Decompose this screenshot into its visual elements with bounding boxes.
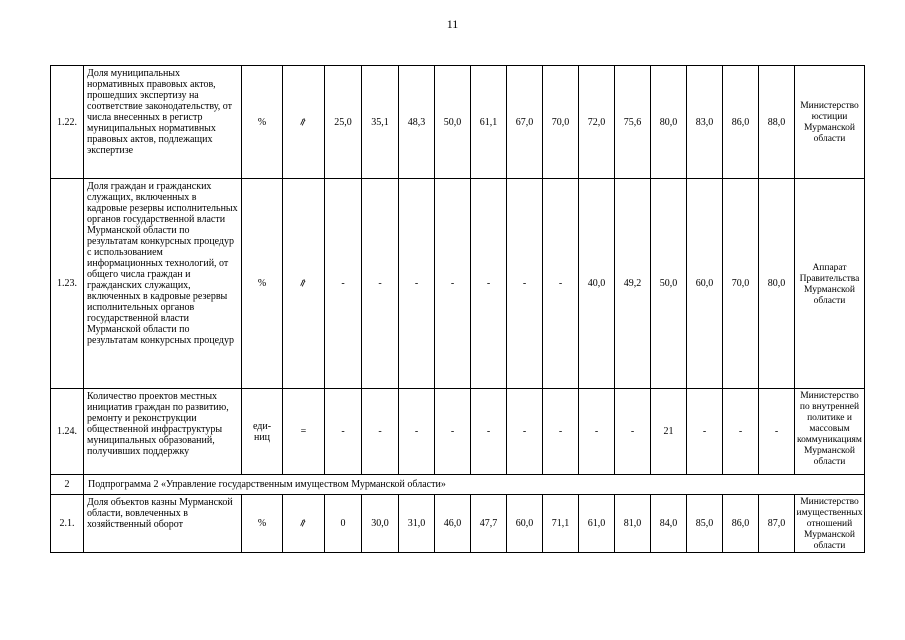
value-cell: -	[687, 389, 723, 475]
value-cell: 72,0	[579, 66, 615, 179]
value-cell: 47,7	[471, 495, 507, 553]
value-cell: 50,0	[435, 66, 471, 179]
value-cell: 81,0	[615, 495, 651, 553]
value-cell: 80,0	[759, 179, 795, 389]
value-cell: -	[543, 389, 579, 475]
value-cell: 49,2	[615, 179, 651, 389]
value-cell: 35,1	[362, 66, 399, 179]
value-cell: -	[579, 389, 615, 475]
indicator-name: Количество проектов местных инициатив граждан по развитию, ремонту и реконструкции общественной инфраструктуры муниципальных образований, получивших поддержку	[84, 389, 242, 475]
value-cell: 60,0	[507, 495, 543, 553]
value-cell: 61,1	[471, 66, 507, 179]
trend-up-icon: ⇗	[297, 115, 310, 129]
value-cell: 86,0	[723, 495, 759, 553]
value-cell: -	[507, 389, 543, 475]
value-cell: 40,0	[579, 179, 615, 389]
subprogram-row	[51, 475, 865, 495]
indicators-table	[50, 65, 865, 553]
unit-cell: еди-ниц	[242, 389, 283, 475]
page-number: 11	[446, 17, 459, 31]
value-cell: -	[471, 179, 507, 389]
value-cell: 25,0	[325, 66, 362, 179]
row-number: 2.1.	[51, 495, 84, 553]
value-cell: 85,0	[687, 495, 723, 553]
value-cell: 70,0	[723, 179, 759, 389]
table-row	[51, 179, 865, 389]
value-cell: -	[723, 389, 759, 475]
value-cell: 87,0	[759, 495, 795, 553]
value-cell: 84,0	[651, 495, 687, 553]
value-cell: 67,0	[507, 66, 543, 179]
ministry-cell: Министерство по внутренней политике и массовым коммуникациям Мурманской области	[795, 389, 865, 475]
value-cell: -	[399, 179, 435, 389]
subprogram-number: 2	[51, 475, 84, 495]
indicator-name: Доля граждан и гражданских служащих, включенных в кадровые резервы исполнительных органов государственной власти Мурманской области по результатам конкурсных процедур с использованием информационных технологий, от общего числа граждан и гражданских служащих, включенных в кадровые резервы исполнительных органов государственной власти Мурманской области по результатам конкурсных процедур	[84, 179, 242, 389]
value-cell: 31,0	[399, 495, 435, 553]
value-cell: -	[543, 179, 579, 389]
value-cell: 60,0	[687, 179, 723, 389]
value-cell: -	[325, 389, 362, 475]
value-cell: -	[435, 389, 471, 475]
trend-cell: =	[283, 389, 325, 475]
value-cell: 83,0	[687, 66, 723, 179]
value-cell: -	[325, 179, 362, 389]
value-cell: 88,0	[759, 66, 795, 179]
unit-cell: %	[242, 66, 283, 179]
trend-up-icon: ⇗	[297, 276, 310, 291]
value-cell: 48,3	[399, 66, 435, 179]
value-cell: 75,6	[615, 66, 651, 179]
value-cell: 50,0	[651, 179, 687, 389]
value-cell: 71,1	[543, 495, 579, 553]
value-cell: 70,0	[543, 66, 579, 179]
value-cell: -	[399, 389, 435, 475]
value-cell: 0	[325, 495, 362, 553]
ministry-cell: Аппарат Правительства Мурманской области	[795, 179, 865, 389]
ministry-cell: Министерство юстиции Мурманской области	[795, 66, 865, 179]
indicator-name: Доля объектов казны Мурманской области, вовлеченных в хозяйственный оборот	[84, 495, 242, 553]
value-cell: -	[507, 179, 543, 389]
indicator-name: Доля муниципальных нормативных правовых актов, прошедших экспертизу на соответствие законодательству, от числа внесенных в регистр муниципальных нормативных правовых актов, подлежащих экспертизе	[84, 66, 242, 179]
value-cell: -	[615, 389, 651, 475]
value-cell: 30,0	[362, 495, 399, 553]
trend-cell	[283, 179, 325, 389]
value-cell: 61,0	[579, 495, 615, 553]
value-cell: 46,0	[435, 495, 471, 553]
value-cell: -	[362, 179, 399, 389]
value-cell: 80,0	[651, 66, 687, 179]
table-row	[51, 389, 865, 475]
unit-cell: %	[242, 179, 283, 389]
value-cell: -	[759, 389, 795, 475]
table-row	[51, 495, 865, 553]
value-cell: 21	[651, 389, 687, 475]
row-number: 1.23.	[51, 179, 84, 389]
trend-cell	[283, 66, 325, 179]
value-cell: -	[471, 389, 507, 475]
row-number: 1.22.	[51, 66, 84, 179]
ministry-cell: Министерство имущественных отношений Мурманской области	[795, 495, 865, 553]
value-cell: -	[362, 389, 399, 475]
table-row	[51, 66, 865, 179]
unit-cell: %	[242, 495, 283, 553]
value-cell: 86,0	[723, 66, 759, 179]
row-number: 1.24.	[51, 389, 84, 475]
subprogram-title: Подпрограмма 2 «Управление государственным имуществом Мурманской области»	[84, 475, 865, 495]
trend-cell	[283, 495, 325, 553]
trend-up-icon: ⇗	[297, 516, 310, 531]
value-cell: -	[435, 179, 471, 389]
